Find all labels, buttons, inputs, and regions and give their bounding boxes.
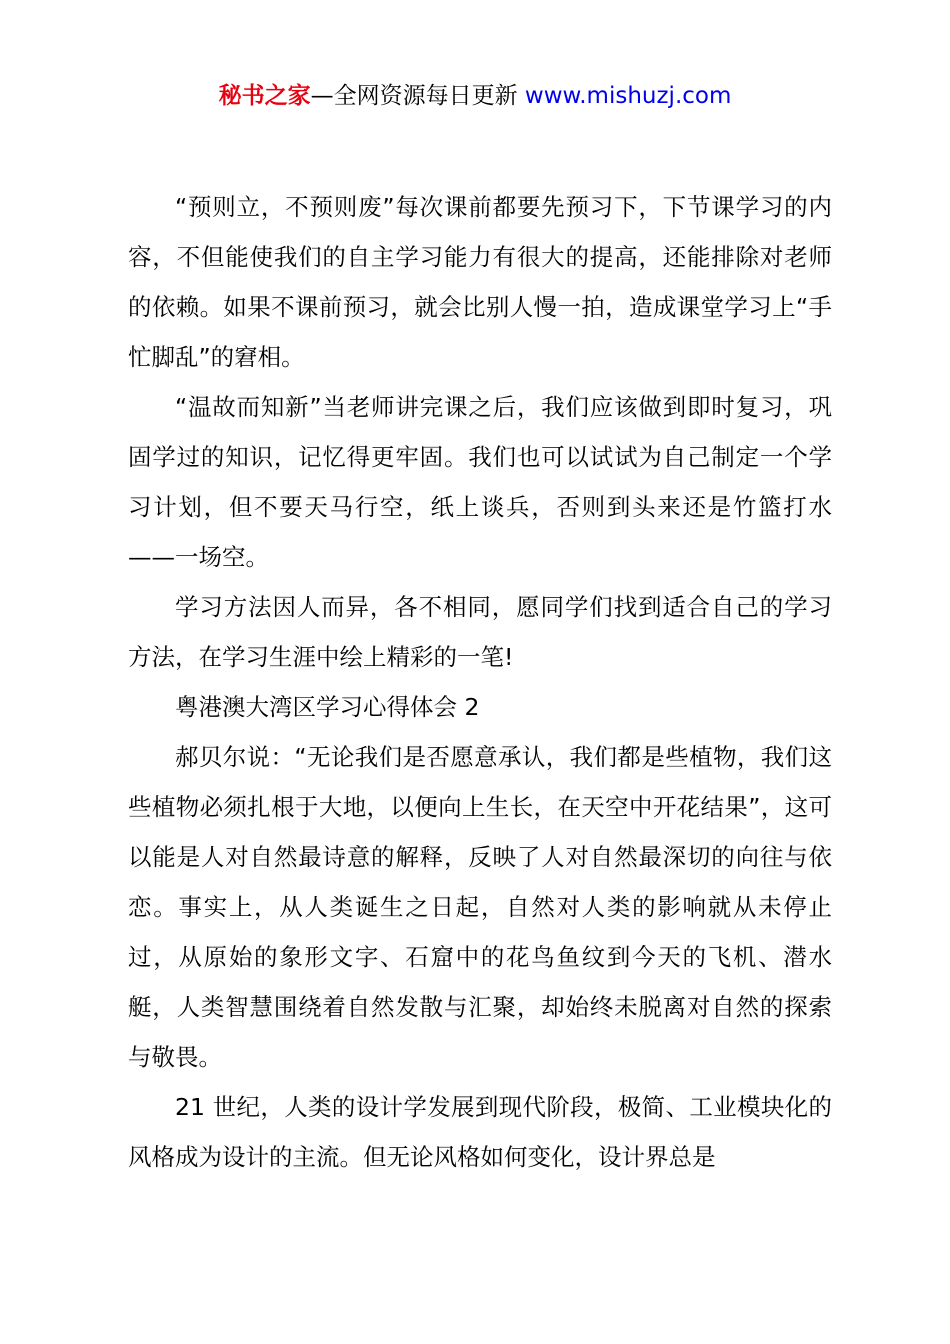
paragraph-preview: “预则立，不预则废”每次课前都要先预习下，下节课学习的内容，不但能使我们的自主学习能力有很大的提高，还能排除对老师的依赖。如果不课前预习，就会比别人慢一拍，造成课堂学习上“手忙脚乱”的窘相。 (128, 193, 832, 371)
site-url-link[interactable]: www.mishuzj.com (524, 83, 732, 109)
document-body (128, 182, 832, 1182)
paragraph-nature-quote: 郝贝尔说：“无论我们是否愿意承认，我们都是些植物，我们这些植物必须扎根于大地，以便向上生长，在天空中开花结果”，这可以能是人对自然最诗意的解释，反映了人对自然最深切的向往与依恋。事实上，从人类诞生之日起，自然对人类的影响就从未停止过，从原始的象形文字、石窟中的花鸟鱼纹到今天的飞机、潜水艇，人类智慧围绕着自然发散与汇聚，却始终未脱离对自然的探索与敬畏。 (128, 743, 832, 1071)
paragraph-review: “温故而知新”当老师讲完课之后，我们应该做到即时复习，巩固学过的知识，记忆得更牢固。我们也可以试试为自己制定一个学习计划，但不要天马行空，纸上谈兵，否则到头来还是竹篮打水——一场空。 (128, 393, 832, 571)
paragraph-methods: 学习方法因人而异，各不相同，愿同学们找到适合自己的学习方法，在学习生涯中绘上精彩的一笔! (128, 593, 832, 671)
brand-name: 秘书之家 (218, 83, 311, 109)
site-header (0, 79, 950, 113)
section-heading: 粤港澳大湾区学习心得体会 2 (175, 693, 480, 721)
paragraph-design-trend: 21 世纪，人类的设计学发展到现代阶段，极简、工业模块化的风格成为设计的主流。但无论风格如何变化，设计界总是 (128, 1093, 832, 1171)
header-tagline: —全网资源每日更新 (310, 83, 525, 109)
